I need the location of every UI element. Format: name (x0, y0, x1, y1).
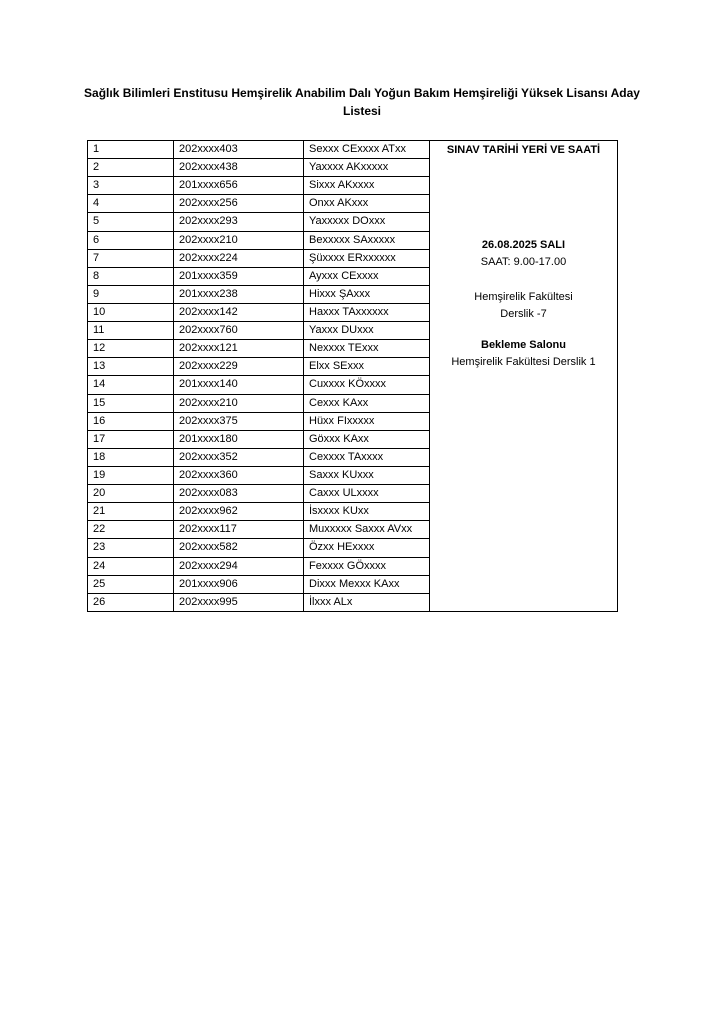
student-id: 202xxxx256 (174, 195, 304, 213)
candidate-name: Cexxx KAxx (304, 394, 430, 412)
candidate-name: İlxxx ALx (304, 593, 430, 611)
row-number: 5 (88, 213, 174, 231)
candidate-name: Haxxx TAxxxxxx (304, 303, 430, 321)
row-number: 14 (88, 376, 174, 394)
student-id: 201xxxx180 (174, 430, 304, 448)
waiting-room-place: Hemşirelik Fakültesi Derslik 1 (451, 356, 596, 368)
candidate-name: Şüxxxx ERxxxxxx (304, 249, 430, 267)
row-number: 11 (88, 322, 174, 340)
student-id: 202xxxx224 (174, 249, 304, 267)
exam-time: SAAT: 9.00-17.00 (480, 256, 567, 268)
title-line-2: Listesi (342, 104, 381, 118)
student-id: 201xxxx140 (174, 376, 304, 394)
student-id: 202xxxx375 (174, 412, 304, 430)
candidate-name: Hüxx FIxxxxx (304, 412, 430, 430)
candidate-name: Muxxxxx Saxxx AVxx (304, 521, 430, 539)
row-number: 15 (88, 394, 174, 412)
waiting-room-heading: Bekleme Salonu (481, 339, 566, 351)
student-id: 202xxxx294 (174, 557, 304, 575)
row-number: 25 (88, 575, 174, 593)
row-number: 26 (88, 593, 174, 611)
student-id: 202xxxx293 (174, 213, 304, 231)
candidate-name: İsxxxx KUxx (304, 503, 430, 521)
student-id: 202xxxx083 (174, 485, 304, 503)
exam-place-line-2: Derslik -7 (500, 308, 547, 320)
row-number: 3 (88, 177, 174, 195)
candidate-table (87, 140, 618, 612)
candidate-name: Yaxxx DUxxx (304, 322, 430, 340)
candidate-name: Özxx HExxxx (304, 539, 430, 557)
row-number: 22 (88, 521, 174, 539)
candidate-name: Saxxx KUxxx (304, 466, 430, 484)
student-id: 202xxxx760 (174, 322, 304, 340)
row-number: 21 (88, 503, 174, 521)
row-number: 16 (88, 412, 174, 430)
row-number: 20 (88, 485, 174, 503)
row-number: 17 (88, 430, 174, 448)
row-number: 13 (88, 358, 174, 376)
candidate-name: Bexxxxx SAxxxxx (304, 231, 430, 249)
exam-info-cell (430, 141, 618, 612)
student-id: 202xxxx121 (174, 340, 304, 358)
candidate-name: Göxxx KAxx (304, 430, 430, 448)
candidate-name: Cexxxx TAxxxx (304, 448, 430, 466)
row-number: 23 (88, 539, 174, 557)
student-id: 201xxxx359 (174, 267, 304, 285)
student-id: 201xxxx656 (174, 177, 304, 195)
student-id: 202xxxx403 (174, 141, 304, 159)
student-id: 202xxxx352 (174, 448, 304, 466)
row-number: 18 (88, 448, 174, 466)
row-number: 6 (88, 231, 174, 249)
candidate-name: Dixxx Mexxx KAxx (304, 575, 430, 593)
row-number: 12 (88, 340, 174, 358)
row-number: 8 (88, 267, 174, 285)
student-id: 202xxxx210 (174, 231, 304, 249)
candidate-name: Yaxxxxx DOxxx (304, 213, 430, 231)
student-id: 202xxxx229 (174, 358, 304, 376)
candidate-name: Nexxxx TExxx (304, 340, 430, 358)
row-number: 24 (88, 557, 174, 575)
row-number: 10 (88, 303, 174, 321)
candidate-name: Fexxxx GÖxxxx (304, 557, 430, 575)
student-id: 201xxxx906 (174, 575, 304, 593)
row-number: 1 (88, 141, 174, 159)
candidate-name: Yaxxxx AKxxxxx (304, 159, 430, 177)
student-id: 202xxxx360 (174, 466, 304, 484)
exam-info-heading: SINAV TARİHİ YERİ VE SAATİ (446, 144, 601, 156)
row-number: 7 (88, 249, 174, 267)
row-number: 4 (88, 195, 174, 213)
student-id: 202xxxx582 (174, 539, 304, 557)
exam-date: 26.08.2025 SALI (481, 239, 566, 251)
candidate-name: Cuxxxx KÖxxxx (304, 376, 430, 394)
row-number: 19 (88, 466, 174, 484)
candidate-name: Sexxx CExxxx ATxx (304, 141, 430, 159)
student-id: 202xxxx210 (174, 394, 304, 412)
student-id: 202xxxx995 (174, 593, 304, 611)
exam-place-line-1: Hemşirelik Fakültesi (474, 291, 573, 303)
candidate-name: Hixxx ŞAxxx (304, 285, 430, 303)
document-title (70, 84, 654, 120)
title-line-1: Sağlık Bilimleri Enstitusu Hemşirelik Anabilim Dalı Yoğun Bakım Hemşireliği Yüksek Lisansı Aday (84, 86, 640, 100)
candidate-name: Onxx AKxxx (304, 195, 430, 213)
row-number: 9 (88, 285, 174, 303)
candidate-name: Elxx SExxx (304, 358, 430, 376)
student-id: 202xxxx438 (174, 159, 304, 177)
student-id: 202xxxx962 (174, 503, 304, 521)
row-number: 2 (88, 159, 174, 177)
student-id: 201xxxx238 (174, 285, 304, 303)
student-id: 202xxxx117 (174, 521, 304, 539)
candidate-name: Sixxx AKxxxx (304, 177, 430, 195)
candidate-name: Caxxx ULxxxx (304, 485, 430, 503)
student-id: 202xxxx142 (174, 303, 304, 321)
table-row (88, 141, 618, 159)
candidate-name: Ayxxx CExxxx (304, 267, 430, 285)
